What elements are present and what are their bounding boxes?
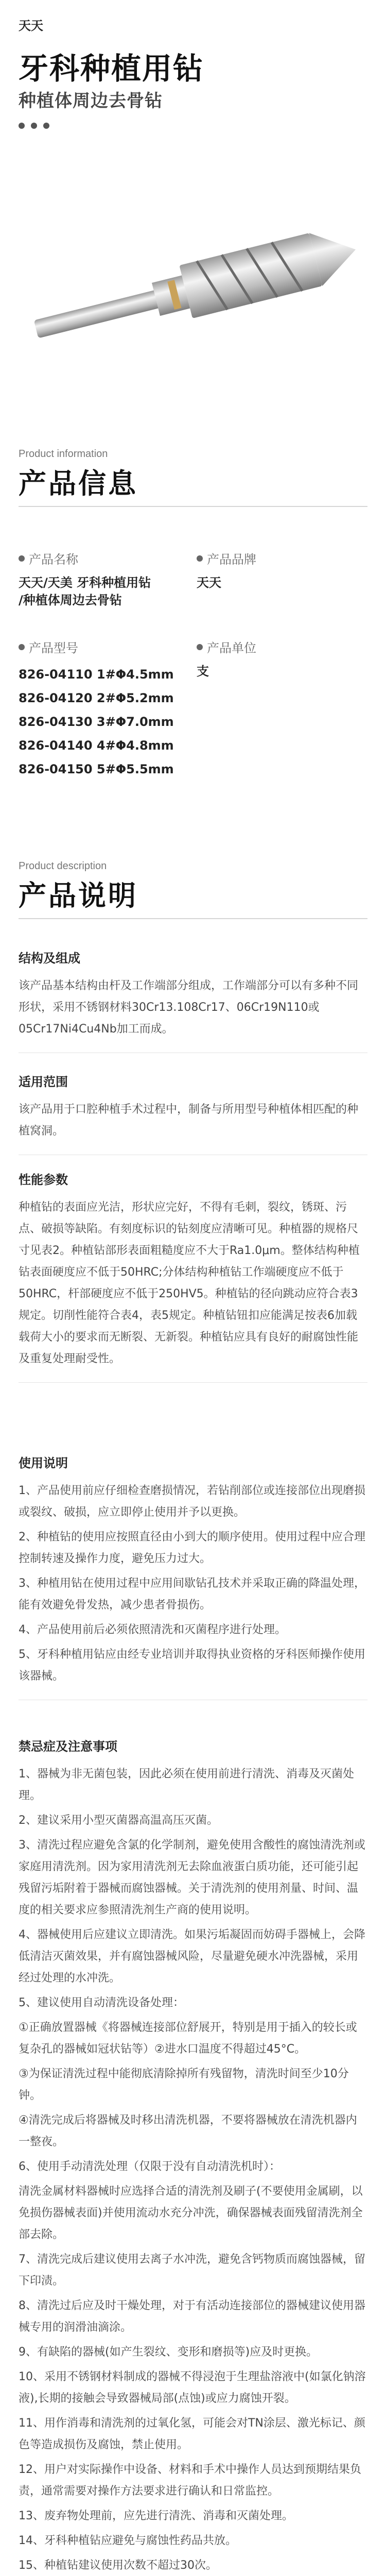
unit-label: 产品单位 [207,641,256,655]
desc-block-performance [19,1170,367,1383]
divider [19,1382,367,1383]
block-paragraph: 该产品用于口腔种植手术过程中，制备与所用型号种植体相匹配的种植窝洞。 [19,1103,359,1138]
divider [19,918,367,919]
block-paragraph: ③为保证清洗过程中能彻底清除掉所有残留物，清洗时间至少10分钟。 [19,2067,349,2102]
brand-label: 产品品牌 [207,552,256,567]
block-title: 禁忌症及注意事项 [19,1739,117,1754]
model-item: 826-04150 5#Φ5.5mm [19,762,174,776]
hero-banner [0,0,386,433]
block-title: 使用说明 [19,1456,68,1470]
divider [19,506,367,507]
desc-section-header [0,850,386,922]
block-paragraph: 清洗金属材料器械时应选择合适的清洗剂及刷子(不要使用金属刷，以免损伤器械表面)并使用流动水充分冲洗，确保器械表面残留清洗剂全部去除。 [19,2185,363,2241]
bullet-icon [19,555,25,562]
block-paragraph: ①正确放置器械《将器械连接部位舒展开，特别是用于插入的较长或复杂孔的器械如冠状钻等）②进水口温度不得超过45°C。 [19,2021,357,2056]
block-paragraph: 7、清洗完成后建议使用去离子水冲洗，避免含钙物质而腐蚀器械，留下印渍。 [19,2253,365,2287]
block-paragraph: 11、用作消毒和清洗剂的过氧化氢，可能会对TN涂层、激光标记、颜色等造成损伤及腐蚀，禁止使用。 [19,2417,365,2451]
block-paragraph: 9、有缺陷的器械(如产生裂纹、变形和磨损等)应及时更换。 [19,2346,318,2359]
info-section-header [0,438,386,510]
block-paragraph: 13、废弃物处理前，应先进行清洗、消毒和灭菌处理。 [19,2510,293,2522]
info-heading-en: Product information [19,448,108,460]
hero-subtitle: 种植体周边去骨钻 [19,91,163,111]
name-value [19,574,151,609]
block-paragraph: 2、建议采用小型灭菌器高温高压灭菌。 [19,1814,218,1827]
block-paragraph: 3、种植用钻在使用过程中应用间歇钻孔技术并采取正确的降温处理，能有效避免骨发热，减少患者骨损伤。 [19,1577,365,1612]
block-paragraph: 14、牙科种植钻应避免与腐蚀性药品共放。 [19,2534,237,2547]
block-body [19,975,367,1040]
brand-name: 天天 [19,19,43,33]
bullet-icon [19,644,25,650]
block-body [19,1197,367,1370]
desc-block-precautions [19,1736,367,2576]
block-paragraph: ④清洗完成后将器械及时移出清洗机器，不要将器械放在清洗机器内一整夜。 [19,2114,357,2148]
desc-block-scope [19,1072,367,1155]
block-title: 结构及组成 [19,951,80,965]
block-body [19,1099,367,1142]
decorative-dots [19,123,49,129]
name-value-line: /种植体周边去骨钻 [19,593,122,607]
block-paragraph: 5、牙科种植用钻应由经专业培训并取得执业资格的牙科医师操作使用该器械。 [19,1648,365,1683]
model-item: 826-04140 4#Φ4.8mm [19,738,174,753]
block-paragraph: 1、产品使用前应仔细检查磨损情况，若钻削部位或连接部位出现磨损或裂纹、破损，应立即停止使用并予以更换。 [19,1484,365,1519]
model-item: 826-04120 2#Φ5.2mm [19,691,174,705]
name-label: 产品名称 [29,552,78,567]
block-paragraph: 4、产品使用前后必须依照清洗和灭菌程序进行处理。 [19,1623,286,1636]
unit-value: 支 [197,664,209,679]
block-paragraph: 1、器械为非无菌包装，因此必须在使用前进行清洗、消毒及灭菌处理。 [19,1768,354,1802]
model-list [19,663,174,781]
hero-title: 牙科种植用钻 [19,51,204,86]
brand-value: 天天 [197,575,221,590]
model-label: 产品型号 [29,641,78,655]
desc-heading-en: Product description [19,860,107,872]
block-body [19,1764,367,2576]
block-paragraph: 10、采用不锈钢材料制成的器械不得浸泡于生理盐溶液中(如氯化钠溶液),长期的接触会导致器械局部(点蚀)或应力腐蚀开裂。 [19,2370,366,2405]
bullet-icon [197,644,203,650]
model-item: 826-04130 3#Φ7.0mm [19,715,174,729]
desc-block-structure [19,948,367,1053]
block-paragraph: 5、建议使用自动清洗设备处理： [19,1996,184,2009]
desc-block-usage [19,1453,367,1700]
block-body [19,1480,367,1687]
block-paragraph: 4、器械使用后应建议立即清洗。如果污垢凝固而妨碍手器械上，会降低清洁灭菌效果，并有腐蚀器械风险，尽量避免硬水冲洗器械，采用经过处理的水冲洗。 [19,1928,365,1985]
block-paragraph: 2、种植钻的使用应按照直径由小到大的顺序使用。使用过程中应合理控制转速及操作力度，避免压力过大。 [19,1531,365,1565]
block-title: 适用范围 [19,1075,68,1089]
block-paragraph: 种植钻的表面应光洁，形状应完好，不得有毛刺，裂纹，锈斑、污点、破损等缺陷。有刻度标识的钻刻度应清晰可见。种植器的规格尺寸见表2。种植钻部形表面粗糙度应不大于Ra1.0μm。整体结构种植钻表面硬度应不低于50HRC;分体结构种植钻工作端硬度应不低于50HRC，杆部硬度应不低于250HV5。种植钻的径向跳动应符合表3规定。切削性能符合表4，表5规定。种植钻钮扣应能满足按表6加载载荷大小的要求而无断裂、无新裂。种植钻应具有良好的耐腐蚀性能及重复处理耐受性。 [19,1201,360,1365]
block-paragraph: 3、清洗过程应避免含氯的化学制剂，避免使用含酸性的腐蚀清洗剂或家庭用清洗剂。因为家用清洗剂无去除血液蛋白质功能，还可能引起残留污垢附着于器械而腐蚀器械。关于清洗剂的使用剂量、时间、温度的相关要求应参照清洗剂生产商的使用说明。 [19,1839,365,1917]
drill-illustration [0,134,386,422]
info-heading-cn: 产品信息 [19,467,138,500]
model-item: 826-04110 1#Φ4.5mm [19,667,174,682]
block-title: 性能参数 [19,1173,68,1187]
block-paragraph: 该产品基本结构由杆及工作端部分组成，工作端部分可以有多种不同形状，采用不锈钢材料30Cr13.108Cr17、06Cr19N110或05Cr17Ni4Cu4Nb加工而成。 [19,979,359,1036]
desc-heading-cn: 产品说明 [19,879,138,912]
block-paragraph: 6、使用手动清洗处理（仅限于没有自动清洗机时）： [19,2160,280,2173]
bullet-icon [197,555,203,562]
block-paragraph: 8、清洗过后应及时干燥处理，对于有活动连接部位的器械建议使用器械专用的润滑油滴涂。 [19,2299,365,2334]
product-info [0,510,386,829]
block-paragraph: 12、用户对实际操作中设备、材料和手术中操作人员达到预期结果负责，通常需要对操作方法要求进行确认和日常监控。 [19,2463,361,2498]
name-value-line: 天天/天美 牙科种植用钻 [19,575,151,590]
block-paragraph: 15、种植钻建议使用次数不超过30次。 [19,2559,217,2572]
